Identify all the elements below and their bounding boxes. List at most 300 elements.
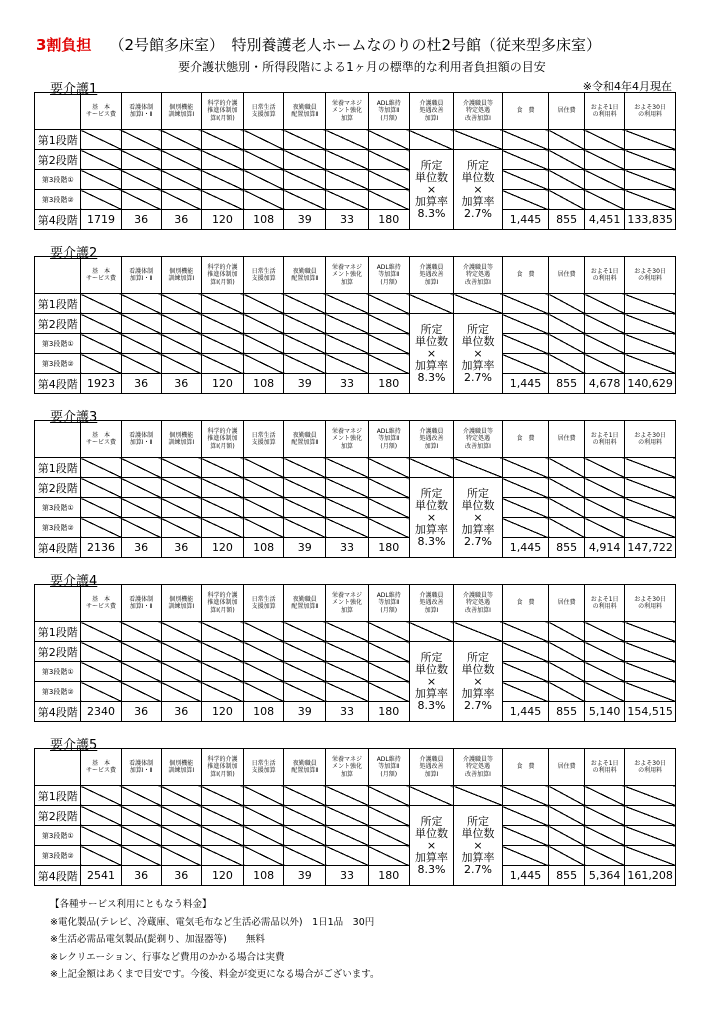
not-applicable-cell <box>585 130 625 150</box>
not-applicable-cell <box>244 170 284 190</box>
fee-table <box>34 748 676 886</box>
surcharge-rate-line: 加算率 <box>415 358 448 372</box>
fee-value: 108 <box>244 866 284 886</box>
column-header: 介護職員 処遇改善 加算Ⅰ <box>409 421 453 458</box>
not-applicable-cell <box>502 334 548 354</box>
not-applicable-cell <box>549 478 585 498</box>
not-applicable-cell <box>121 334 161 354</box>
fee-value: 39 <box>284 702 326 722</box>
not-applicable-cell <box>81 294 121 314</box>
not-applicable-cell <box>368 314 409 334</box>
income-stage-label: 第4段階 <box>35 702 81 722</box>
not-applicable-cell <box>121 354 161 374</box>
income-stage-label: 第4段階 <box>35 374 81 394</box>
fee-value: 120 <box>201 866 243 886</box>
income-stage-label: 第3段階② <box>35 518 81 538</box>
not-applicable-cell <box>244 682 284 702</box>
not-applicable-cell <box>326 314 368 334</box>
not-applicable-cell <box>121 662 161 682</box>
cost-value: 1,445 <box>502 210 548 230</box>
not-applicable-cell <box>81 458 121 478</box>
fee-value: 36 <box>161 374 201 394</box>
table-row <box>35 478 676 498</box>
column-header: およそ1日 の利用料 <box>585 749 625 786</box>
fee-value: 1719 <box>81 210 121 230</box>
not-applicable-cell <box>201 170 243 190</box>
not-applicable-cell <box>121 150 161 170</box>
not-applicable-cell <box>161 354 201 374</box>
column-header: ADL維持 等加算Ⅱ (月額) <box>368 749 409 786</box>
cost-value: 4,451 <box>585 210 625 230</box>
income-stage-label: 第4段階 <box>35 538 81 558</box>
not-applicable-cell <box>81 354 121 374</box>
column-header: 栄養マネジ メント強化 加算 <box>326 585 368 622</box>
column-header: およそ1日 の利用料 <box>585 585 625 622</box>
table-row <box>35 498 676 518</box>
not-applicable-cell <box>284 622 326 642</box>
not-applicable-cell <box>121 458 161 478</box>
column-header: およそ30日 の利用料 <box>625 749 676 786</box>
surcharge-rate-line: 2.7% <box>463 206 492 220</box>
not-applicable-cell <box>625 786 676 806</box>
surcharge-rate-line: × <box>473 674 483 688</box>
column-header: ADL維持 等加算Ⅱ (月額) <box>368 257 409 294</box>
surcharge-rate-line: 単位数 <box>415 826 448 840</box>
not-applicable-cell <box>549 806 585 826</box>
not-applicable-cell <box>549 334 585 354</box>
column-header: 科学的介護 推進体制加 算Ⅰ(月額) <box>201 257 243 294</box>
not-applicable-cell <box>201 662 243 682</box>
table-row <box>35 354 676 374</box>
header-row <box>35 257 676 294</box>
fee-table <box>34 420 676 558</box>
cost-value: 4,914 <box>585 538 625 558</box>
not-applicable-cell <box>326 846 368 866</box>
diagonal-top-cell <box>409 294 453 314</box>
diagonal-top-cell <box>409 786 453 806</box>
not-applicable-cell <box>244 354 284 374</box>
not-applicable-cell <box>502 314 548 334</box>
not-applicable-cell <box>625 826 676 846</box>
not-applicable-cell <box>121 622 161 642</box>
table-row <box>35 334 676 354</box>
not-applicable-cell <box>121 190 161 210</box>
not-applicable-cell <box>625 518 676 538</box>
not-applicable-cell <box>161 314 201 334</box>
fee-value: 36 <box>121 210 161 230</box>
not-applicable-cell <box>625 190 676 210</box>
fee-value: 39 <box>284 866 326 886</box>
column-header: 介護職員等 特定処遇 改善加算Ⅰ <box>454 257 503 294</box>
not-applicable-cell <box>244 806 284 826</box>
surcharge-rate-line: 所定 <box>420 650 443 664</box>
not-applicable-cell <box>549 682 585 702</box>
document-subtitle: 要介護状態別・所得段階による1ヶ月の標準的な利用者負担額の目安 <box>178 60 546 74</box>
column-header: およそ1日 の利用料 <box>585 257 625 294</box>
header-row <box>35 93 676 130</box>
not-applicable-cell <box>326 806 368 826</box>
income-stage-label: 第3段階① <box>35 334 81 354</box>
column-header: およそ30日 の利用料 <box>625 421 676 458</box>
surcharge-rate-line: 加算率 <box>461 194 495 208</box>
not-applicable-cell <box>368 190 409 210</box>
notes-heading: 【各種サービス利用にともなう料金】 <box>50 899 212 910</box>
not-applicable-cell <box>502 622 548 642</box>
not-applicable-cell <box>326 786 368 806</box>
not-applicable-cell <box>502 498 548 518</box>
not-applicable-cell <box>549 294 585 314</box>
surcharge-rate-line: × <box>426 838 437 852</box>
column-header: 夜勤職員 配置加算Ⅱ <box>284 93 326 130</box>
not-applicable-cell <box>284 130 326 150</box>
income-stage-label: 第3段階① <box>35 170 81 190</box>
fee-value: 2136 <box>81 538 121 558</box>
not-applicable-cell <box>81 478 121 498</box>
not-applicable-cell <box>326 518 368 538</box>
diagonal-top-cell <box>454 622 503 642</box>
not-applicable-cell <box>585 846 625 866</box>
not-applicable-cell <box>284 806 326 826</box>
surcharge-rate-line: × <box>473 182 483 196</box>
table-row <box>35 190 676 210</box>
not-applicable-cell <box>502 786 548 806</box>
fee-value: 36 <box>161 702 201 722</box>
not-applicable-cell <box>585 826 625 846</box>
surcharge-rate-cell <box>454 314 503 394</box>
fee-value: 33 <box>326 210 368 230</box>
diagonal-top-cell <box>454 458 503 478</box>
table-row <box>35 662 676 682</box>
fee-value: 39 <box>284 538 326 558</box>
not-applicable-cell <box>326 170 368 190</box>
not-applicable-cell <box>121 786 161 806</box>
fee-value: 33 <box>326 374 368 394</box>
table-row <box>35 866 676 886</box>
not-applicable-cell <box>625 622 676 642</box>
not-applicable-cell <box>201 518 243 538</box>
surcharge-rate-line: 2.7% <box>463 370 492 384</box>
column-header: 介護職員 処遇改善 加算Ⅰ <box>409 257 453 294</box>
not-applicable-cell <box>284 170 326 190</box>
fee-value: 180 <box>368 374 409 394</box>
column-header: 介護職員等 特定処遇 改善加算Ⅰ <box>454 421 503 458</box>
not-applicable-cell <box>161 150 201 170</box>
not-applicable-cell <box>121 294 161 314</box>
not-applicable-cell <box>201 642 243 662</box>
cost-value: 855 <box>549 702 585 722</box>
not-applicable-cell <box>81 806 121 826</box>
income-stage-label: 第3段階② <box>35 682 81 702</box>
column-header: 個別機能 訓練加算Ⅰ <box>161 421 201 458</box>
column-header: 居住費 <box>549 749 585 786</box>
fee-value: 108 <box>244 374 284 394</box>
table-row <box>35 294 676 314</box>
not-applicable-cell <box>326 498 368 518</box>
not-applicable-cell <box>368 478 409 498</box>
column-header: 基 本 サービス費 <box>81 749 121 786</box>
not-applicable-cell <box>585 478 625 498</box>
not-applicable-cell <box>368 354 409 374</box>
not-applicable-cell <box>244 130 284 150</box>
fee-value: 108 <box>244 702 284 722</box>
fee-value: 36 <box>121 374 161 394</box>
corner-cell <box>35 585 81 622</box>
not-applicable-cell <box>625 334 676 354</box>
not-applicable-cell <box>585 314 625 334</box>
not-applicable-cell <box>326 190 368 210</box>
surcharge-rate-line: × <box>473 510 483 524</box>
column-header: 基 本 サービス費 <box>81 421 121 458</box>
column-header: 夜勤職員 配置加算Ⅱ <box>284 585 326 622</box>
not-applicable-cell <box>161 662 201 682</box>
diagonal-top-cell <box>454 786 503 806</box>
income-stage-label: 第2段階 <box>35 642 81 662</box>
not-applicable-cell <box>284 682 326 702</box>
cost-value: 147,722 <box>625 538 676 558</box>
surcharge-rate-line: 加算率 <box>461 522 495 536</box>
fee-table <box>34 584 676 722</box>
fee-value: 120 <box>201 538 243 558</box>
not-applicable-cell <box>625 662 676 682</box>
not-applicable-cell <box>244 458 284 478</box>
not-applicable-cell <box>81 498 121 518</box>
not-applicable-cell <box>368 518 409 538</box>
surcharge-rate-line: × <box>473 346 483 360</box>
column-header: 個別機能 訓練加算Ⅰ <box>161 749 201 786</box>
not-applicable-cell <box>549 786 585 806</box>
burden-rate-label: 3割負担 <box>36 36 92 54</box>
column-header: ADL維持 等加算Ⅱ (月額) <box>368 421 409 458</box>
table-row <box>35 518 676 538</box>
table-row <box>35 846 676 866</box>
fee-value: 1923 <box>81 374 121 394</box>
not-applicable-cell <box>502 458 548 478</box>
not-applicable-cell <box>161 682 201 702</box>
corner-cell <box>35 257 81 294</box>
not-applicable-cell <box>625 294 676 314</box>
not-applicable-cell <box>121 806 161 826</box>
not-applicable-cell <box>161 786 201 806</box>
not-applicable-cell <box>244 846 284 866</box>
column-header: ADL維持 等加算Ⅱ (月額) <box>368 93 409 130</box>
not-applicable-cell <box>81 642 121 662</box>
surcharge-rate-line: 加算率 <box>415 194 448 208</box>
income-stage-label: 第3段階① <box>35 662 81 682</box>
column-header: およそ1日 の利用料 <box>585 421 625 458</box>
not-applicable-cell <box>284 786 326 806</box>
fee-value: 108 <box>244 538 284 558</box>
not-applicable-cell <box>244 498 284 518</box>
column-header: 個別機能 訓練加算Ⅰ <box>161 93 201 130</box>
fee-value: 33 <box>326 538 368 558</box>
not-applicable-cell <box>368 642 409 662</box>
column-header: 日常生活 支援加算 <box>244 93 284 130</box>
not-applicable-cell <box>368 786 409 806</box>
fee-value: 120 <box>201 374 243 394</box>
column-header: 介護職員 処遇改善 加算Ⅰ <box>409 585 453 622</box>
not-applicable-cell <box>549 190 585 210</box>
not-applicable-cell <box>368 826 409 846</box>
not-applicable-cell <box>625 846 676 866</box>
cost-value: 133,835 <box>625 210 676 230</box>
column-header: 栄養マネジ メント強化 加算 <box>326 257 368 294</box>
not-applicable-cell <box>368 498 409 518</box>
table-row <box>35 374 676 394</box>
surcharge-rate-cell <box>409 642 453 722</box>
not-applicable-cell <box>368 170 409 190</box>
column-header: 基 本 サービス費 <box>81 585 121 622</box>
not-applicable-cell <box>502 130 548 150</box>
fee-value: 36 <box>121 702 161 722</box>
surcharge-rate-line: 2.7% <box>463 534 492 548</box>
not-applicable-cell <box>284 518 326 538</box>
care-level-label: 要介護2 <box>50 246 98 261</box>
column-header: 食 費 <box>502 421 548 458</box>
surcharge-rate-line: 所定 <box>466 486 489 500</box>
column-header: およそ30日 の利用料 <box>625 93 676 130</box>
table-row <box>35 150 676 170</box>
not-applicable-cell <box>161 518 201 538</box>
column-header: 介護職員等 特定処遇 改善加算Ⅰ <box>454 749 503 786</box>
not-applicable-cell <box>244 314 284 334</box>
income-stage-label: 第1段階 <box>35 622 81 642</box>
not-applicable-cell <box>161 170 201 190</box>
column-header: 個別機能 訓練加算Ⅰ <box>161 585 201 622</box>
fee-value: 108 <box>244 210 284 230</box>
column-header: 夜勤職員 配置加算Ⅱ <box>284 257 326 294</box>
cost-value: 161,208 <box>625 866 676 886</box>
not-applicable-cell <box>549 170 585 190</box>
not-applicable-cell <box>585 190 625 210</box>
not-applicable-cell <box>549 846 585 866</box>
fee-value: 180 <box>368 702 409 722</box>
column-header: 日常生活 支援加算 <box>244 749 284 786</box>
not-applicable-cell <box>502 354 548 374</box>
not-applicable-cell <box>81 826 121 846</box>
column-header: 食 費 <box>502 93 548 130</box>
surcharge-rate-line: 単位数 <box>415 662 448 676</box>
not-applicable-cell <box>161 190 201 210</box>
not-applicable-cell <box>284 150 326 170</box>
not-applicable-cell <box>625 498 676 518</box>
surcharge-rate-line: 加算率 <box>461 686 495 700</box>
not-applicable-cell <box>549 826 585 846</box>
not-applicable-cell <box>625 150 676 170</box>
income-stage-label: 第1段階 <box>35 130 81 150</box>
surcharge-rate-line: 単位数 <box>461 662 495 676</box>
not-applicable-cell <box>81 518 121 538</box>
column-header: 科学的介護 推進体制加 算Ⅰ(月額) <box>201 421 243 458</box>
cost-value: 4,678 <box>585 374 625 394</box>
surcharge-rate-line: 所定 <box>420 814 443 828</box>
corner-cell <box>35 749 81 786</box>
column-header: 基 本 サービス費 <box>81 257 121 294</box>
not-applicable-cell <box>201 458 243 478</box>
not-applicable-cell <box>161 622 201 642</box>
not-applicable-cell <box>326 478 368 498</box>
fee-table <box>34 92 676 230</box>
not-applicable-cell <box>81 334 121 354</box>
not-applicable-cell <box>326 682 368 702</box>
column-header: 夜勤職員 配置加算Ⅱ <box>284 421 326 458</box>
column-header: 夜勤職員 配置加算Ⅱ <box>284 749 326 786</box>
not-applicable-cell <box>81 786 121 806</box>
column-header: ADL維持 等加算Ⅱ (月額) <box>368 585 409 622</box>
not-applicable-cell <box>161 642 201 662</box>
not-applicable-cell <box>284 826 326 846</box>
not-applicable-cell <box>81 150 121 170</box>
surcharge-rate-line: 単位数 <box>461 170 495 184</box>
not-applicable-cell <box>81 314 121 334</box>
note-item: ※レクリエーション、行事など費用のかかる場合は実費 <box>50 951 285 963</box>
cost-value: 1,445 <box>502 538 548 558</box>
income-stage-label: 第4段階 <box>35 866 81 886</box>
surcharge-rate-line: 加算率 <box>461 850 495 864</box>
income-stage-label: 第3段階① <box>35 498 81 518</box>
income-stage-label: 第3段階② <box>35 190 81 210</box>
not-applicable-cell <box>284 642 326 662</box>
not-applicable-cell <box>81 622 121 642</box>
column-header: 介護職員等 特定処遇 改善加算Ⅰ <box>454 93 503 130</box>
surcharge-rate-line: 単位数 <box>415 334 448 348</box>
income-stage-label: 第1段階 <box>35 294 81 314</box>
not-applicable-cell <box>549 662 585 682</box>
column-header: 介護職員 処遇改善 加算Ⅰ <box>409 93 453 130</box>
not-applicable-cell <box>326 354 368 374</box>
surcharge-rate-line: × <box>426 346 437 360</box>
table-row <box>35 538 676 558</box>
surcharge-rate-line: 所定 <box>420 486 443 500</box>
not-applicable-cell <box>326 130 368 150</box>
not-applicable-cell <box>121 642 161 662</box>
not-applicable-cell <box>585 334 625 354</box>
not-applicable-cell <box>161 846 201 866</box>
not-applicable-cell <box>326 622 368 642</box>
not-applicable-cell <box>625 354 676 374</box>
not-applicable-cell <box>244 190 284 210</box>
not-applicable-cell <box>81 170 121 190</box>
not-applicable-cell <box>585 786 625 806</box>
not-applicable-cell <box>625 458 676 478</box>
cost-value: 855 <box>549 210 585 230</box>
surcharge-rate-line: 所定 <box>420 158 443 172</box>
not-applicable-cell <box>81 662 121 682</box>
header-row <box>35 749 676 786</box>
note-item: ※上記金額はあくまで目安です。今後、料金が変更になる場合がございます。 <box>50 969 380 980</box>
column-header: 食 費 <box>502 585 548 622</box>
not-applicable-cell <box>201 354 243 374</box>
not-applicable-cell <box>585 622 625 642</box>
surcharge-rate-line: 加算率 <box>415 850 448 864</box>
not-applicable-cell <box>121 314 161 334</box>
not-applicable-cell <box>121 826 161 846</box>
not-applicable-cell <box>201 478 243 498</box>
not-applicable-cell <box>244 786 284 806</box>
not-applicable-cell <box>585 662 625 682</box>
fee-value: 39 <box>284 210 326 230</box>
surcharge-rate-line: 8.3% <box>417 370 446 384</box>
not-applicable-cell <box>502 518 548 538</box>
not-applicable-cell <box>161 334 201 354</box>
not-applicable-cell <box>502 682 548 702</box>
not-applicable-cell <box>244 518 284 538</box>
column-header: 看護体制 加算Ⅰ・Ⅱ <box>121 585 161 622</box>
not-applicable-cell <box>549 642 585 662</box>
not-applicable-cell <box>368 806 409 826</box>
fee-value: 120 <box>201 210 243 230</box>
column-header: 基 本 サービス費 <box>81 93 121 130</box>
not-applicable-cell <box>161 294 201 314</box>
